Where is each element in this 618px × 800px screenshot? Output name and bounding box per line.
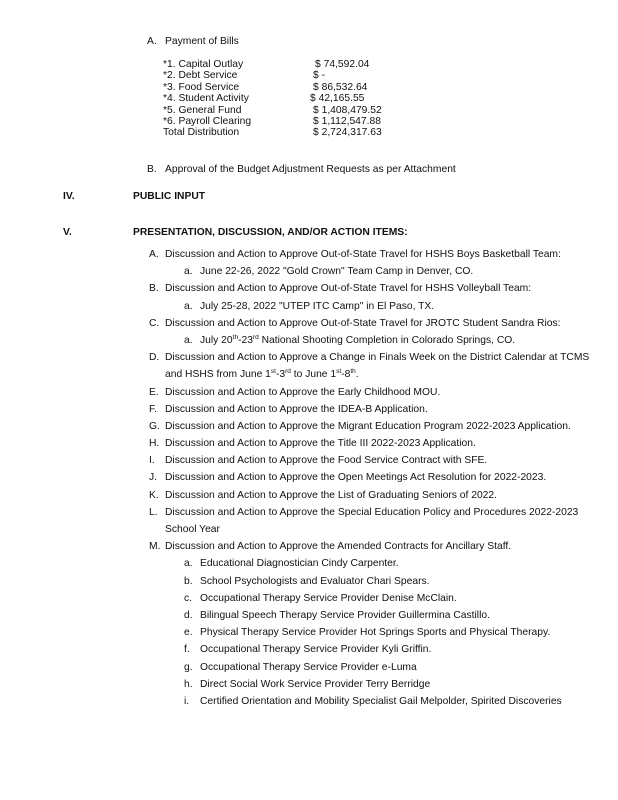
bill-row — [163, 70, 382, 81]
list-item — [0, 504, 618, 521]
bill-row — [163, 105, 382, 116]
bill-label: *2. Debt Service — [163, 70, 238, 82]
bill-amount: $ 2,724,317.63 — [313, 127, 382, 139]
text-part: -3 — [275, 369, 286, 381]
item-letter: L. — [149, 506, 158, 518]
item-letter: B. — [147, 164, 157, 175]
section-heading-action-items: PRESENTATION, DISCUSSION, AND/OR ACTION ITEMS: — [133, 227, 408, 238]
list-item — [0, 418, 618, 435]
action-items-list — [0, 246, 618, 710]
sub-item — [0, 624, 618, 641]
list-item — [0, 487, 618, 504]
sub-letter: a. — [184, 334, 193, 346]
sub-letter: f. — [184, 644, 190, 656]
item-letter: C. — [149, 317, 160, 329]
bill-amount: $ 74,592.04 — [315, 59, 370, 70]
superscript: th — [350, 368, 356, 376]
payment-of-bills-title: Payment of Bills — [165, 36, 239, 47]
bill-label: *5. General Fund — [163, 104, 242, 116]
sub-item — [0, 693, 618, 710]
section-heading-public-input: PUBLIC INPUT — [133, 191, 206, 202]
item-text: Discussion and Action to Approve the IDEA-B Application. — [165, 403, 428, 415]
list-item — [0, 246, 618, 263]
list-item — [0, 538, 618, 555]
list-item — [0, 315, 618, 332]
bill-row — [163, 116, 382, 127]
bills-table — [163, 59, 382, 139]
bill-label: *4. Student Activity — [163, 93, 249, 105]
item-letter: K. — [149, 489, 159, 501]
sub-text: Bilingual Speech Therapy Service Provider Guillermina Castillo. — [200, 609, 490, 621]
item-continuation — [0, 521, 618, 538]
item-letter: I. — [149, 455, 155, 467]
item-text: Discussion and Action to Approve the Amended Contracts for Ancillary Staff. — [165, 541, 512, 553]
superscript: rd — [252, 333, 259, 341]
bill-label: *3. Food Service — [163, 81, 240, 93]
item-letter: G. — [149, 420, 160, 432]
sub-letter: a. — [184, 558, 193, 570]
list-item — [0, 469, 618, 486]
sub-letter: a. — [184, 266, 193, 278]
bill-amount: $ - — [313, 70, 326, 82]
item-letter: E. — [149, 386, 159, 398]
section-numeral: IV. — [63, 191, 75, 202]
bill-amount: $ 86,532.64 — [313, 81, 368, 93]
sub-text: Occupational Therapy Service Provider Denise McClain. — [200, 592, 457, 604]
item-text: Discussion and Action to Approve the Early Childhood MOU. — [165, 386, 441, 398]
sub-item — [0, 590, 618, 607]
sub-item — [0, 332, 618, 349]
item-text: Discussion and Action to Approve the Open Meetings Act Resolution for 2022-2023. — [165, 472, 547, 484]
superscript: th — [232, 333, 239, 341]
sub-letter: c. — [184, 592, 193, 604]
item-letter: F. — [149, 403, 158, 415]
text-part: and HSHS from June 1 — [165, 369, 271, 381]
list-item — [0, 435, 618, 452]
item-letter: M. — [149, 541, 161, 553]
text-part: National Shooting Completion in Colorado Springs, CO. — [258, 334, 516, 346]
sub-item — [0, 263, 618, 280]
sub-letter: d. — [184, 609, 193, 621]
list-item — [0, 384, 618, 401]
superscript: st — [336, 368, 342, 376]
item-text: Discussion and Action to Approve Out-of-State Travel for JROTC Student Sandra Rios: — [165, 317, 561, 329]
sub-text: Occupational Therapy Service Provider Kyli Griffin. — [200, 644, 432, 656]
list-item — [0, 349, 618, 366]
item-text-cont — [165, 366, 359, 383]
item-text: Discussion and Action to Approve a Change in Finals Week on the District Calendar at TCMS — [165, 352, 590, 364]
item-letter: D. — [149, 352, 160, 364]
text-part: July 20 — [200, 334, 233, 346]
bill-row — [163, 82, 382, 93]
sub-letter: a. — [184, 300, 193, 312]
budget-adjustment-item: Approval of the Budget Adjustment Requests as per Attachment — [165, 164, 456, 175]
sub-text: Direct Social Work Service Provider Terry Berridge — [200, 678, 431, 690]
bill-amount: $ 42,165.55 — [310, 93, 365, 105]
bill-label: Total Distribution — [163, 127, 240, 139]
item-text: Discussion and Action to Approve the Special Education Policy and Procedures 2022-2023 — [165, 506, 579, 518]
list-item — [0, 280, 618, 297]
sub-text: Occupational Therapy Service Provider e-Luma — [200, 661, 417, 673]
bill-row — [163, 93, 382, 104]
item-text: Discussion and Action to Approve the List of Graduating Seniors of 2022. — [165, 489, 497, 501]
item-letter: A. — [149, 249, 159, 260]
text-part: to June 1 — [290, 369, 337, 381]
item-text-cont: School Year — [165, 524, 220, 535]
sub-text: Certified Orientation and Mobility Specialist Gail Melpolder, Spirited Discoveries — [200, 695, 562, 707]
sub-letter: g. — [184, 661, 193, 673]
item-letter: J. — [149, 472, 158, 484]
sub-letter: e. — [184, 627, 193, 639]
item-text: Discussion and Action to Approve Out-of-State Travel for HSHS Volleyball Team: — [165, 283, 532, 295]
sub-letter: h. — [184, 678, 193, 690]
bill-row — [163, 127, 382, 138]
sub-item — [0, 298, 618, 315]
bill-row — [163, 59, 382, 70]
text-part: -23 — [238, 334, 253, 346]
item-letter: B. — [149, 283, 159, 295]
sub-letter: i. — [184, 695, 190, 707]
item-continuation — [0, 366, 618, 383]
item-letter: H. — [149, 438, 160, 450]
item-letter: A. — [147, 36, 157, 47]
sub-item — [0, 607, 618, 624]
sub-text: School Psychologists and Evaluator Chari Spears. — [200, 575, 430, 587]
superscript: rd — [285, 368, 291, 376]
section-numeral: V. — [63, 227, 72, 238]
item-text: Discussion and Action to Approve the Migrant Education Program 2022-2023 Application. — [165, 420, 571, 432]
sub-item — [0, 641, 618, 658]
sub-text: Educational Diagnostician Cindy Carpenter. — [200, 558, 399, 570]
text-part: -8 — [341, 369, 351, 381]
sub-text: June 22-26, 2022 "Gold Crown" Team Camp in Denver, CO. — [200, 266, 474, 278]
bill-amount: $ 1,112,547.88 — [313, 116, 381, 128]
item-text: Discussion and Action to Approve Out-of-State Travel for HSHS Boys Basketball Team: — [165, 249, 561, 260]
sub-text — [200, 332, 515, 349]
list-item — [0, 401, 618, 418]
sub-item — [0, 676, 618, 693]
sub-item — [0, 573, 618, 590]
sub-item — [0, 555, 618, 572]
bill-label: *6. Payroll Clearing — [163, 116, 252, 128]
sub-item — [0, 659, 618, 676]
sub-text: Physical Therapy Service Provider Hot Springs Sports and Physical Therapy. — [200, 627, 551, 639]
bill-amount: $ 1,408,479.52 — [313, 104, 382, 116]
superscript: st — [270, 368, 276, 376]
item-text: Discussion and Action to Approve the Food Service Contract with SFE. — [165, 455, 488, 467]
sub-letter: b. — [184, 575, 193, 587]
list-item — [0, 452, 618, 469]
sub-text: July 25-28, 2022 "UTEP ITC Camp" in El Paso, TX. — [200, 300, 435, 312]
bill-label: *1. Capital Outlay — [163, 59, 244, 70]
text-part: . — [355, 369, 359, 381]
item-text: Discussion and Action to Approve the Title III 2022-2023 Application. — [165, 438, 476, 450]
